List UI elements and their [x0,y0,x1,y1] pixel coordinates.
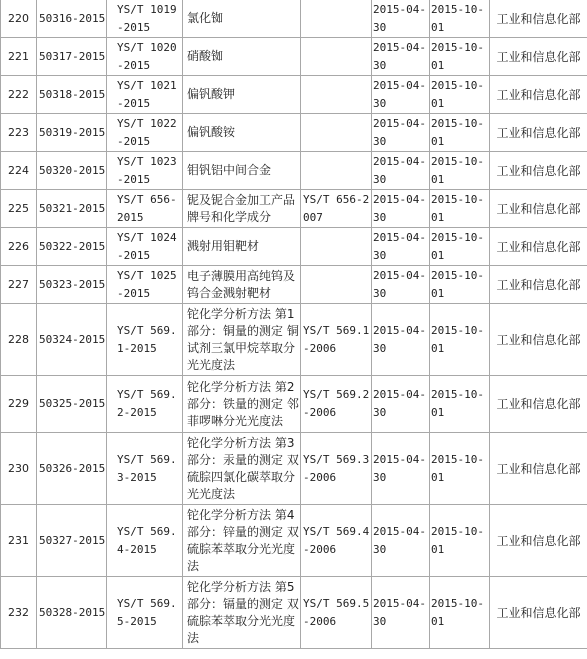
standard-name: 电子薄膜用高纯钨及钨合金溅射靶材 [183,266,301,304]
issue-date: 2015-04-30 [372,266,430,304]
table-row [1,577,587,649]
department: 工业和信息化部 [490,577,587,649]
implementation-date: 2015-10-01 [430,152,490,190]
row-number: 225 [1,190,37,228]
standard-name: 硝酸铷 [183,38,301,76]
standard-number: YS/T 1019-2015 [107,0,183,38]
replaced-standard: YS/T 569.5-2006 [301,577,372,649]
replaced-standard [301,152,372,190]
standard-name: 铊化学分析方法 第5部分：镉量的测定 双硫腙苯萃取分光光度法 [183,577,301,649]
row-number: 230 [1,433,37,505]
issue-date: 2015-04-30 [372,304,430,376]
department: 工业和信息化部 [490,228,587,266]
department: 工业和信息化部 [490,76,587,114]
plan-code: 50326-2015 [37,433,107,505]
implementation-date: 2015-10-01 [430,76,490,114]
table-row [1,152,587,190]
row-number: 231 [1,505,37,577]
department: 工业和信息化部 [490,433,587,505]
implementation-date: 2015-10-01 [430,266,490,304]
issue-date: 2015-04-30 [372,76,430,114]
row-number: 223 [1,114,37,152]
table-row [1,266,587,304]
issue-date: 2015-04-30 [372,577,430,649]
table-row [1,433,587,505]
standard-name: 偏钒酸铵 [183,114,301,152]
standard-name: 氯化铷 [183,0,301,38]
department: 工业和信息化部 [490,304,587,376]
row-number: 227 [1,266,37,304]
department: 工业和信息化部 [490,38,587,76]
table-row [1,114,587,152]
replaced-standard [301,38,372,76]
standard-number: YS/T 1023-2015 [107,152,183,190]
standard-name: 铊化学分析方法 第3部分：汞量的测定 双硫腙四氯化碳萃取分光光度法 [183,433,301,505]
row-number: 232 [1,577,37,649]
department: 工业和信息化部 [490,152,587,190]
issue-date: 2015-04-30 [372,0,430,38]
implementation-date: 2015-10-01 [430,114,490,152]
standard-number: YS/T 569.1-2015 [107,304,183,376]
replaced-standard: YS/T 569.1-2006 [301,304,372,376]
implementation-date: 2015-10-01 [430,38,490,76]
replaced-standard [301,76,372,114]
standard-number: YS/T 1022-2015 [107,114,183,152]
table-row [1,228,587,266]
replaced-standard [301,228,372,266]
issue-date: 2015-04-30 [372,505,430,577]
standard-number: YS/T 569.5-2015 [107,577,183,649]
standard-name: 铊化学分析方法 第2部分：铁量的测定 邻菲啰啉分光光度法 [183,376,301,433]
plan-code: 50320-2015 [37,152,107,190]
standard-number: YS/T 1021-2015 [107,76,183,114]
implementation-date: 2015-10-01 [430,228,490,266]
issue-date: 2015-04-30 [372,152,430,190]
plan-code: 50317-2015 [37,38,107,76]
standard-name: 钼钒铝中间合金 [183,152,301,190]
implementation-date: 2015-10-01 [430,304,490,376]
standard-number: YS/T 569.4-2015 [107,505,183,577]
standard-name: 铌及铌合金加工产品牌号和化学成分 [183,190,301,228]
replaced-standard: YS/T 656-2007 [301,190,372,228]
standard-name: 铊化学分析方法 第1部分：铜量的测定 铜试剂三氯甲烷萃取分光光度法 [183,304,301,376]
department: 工业和信息化部 [490,505,587,577]
plan-code: 50324-2015 [37,304,107,376]
standard-name: 偏钒酸钾 [183,76,301,114]
plan-code: 50316-2015 [37,0,107,38]
row-number: 224 [1,152,37,190]
implementation-date: 2015-10-01 [430,577,490,649]
department: 工业和信息化部 [490,0,587,38]
table-row [1,505,587,577]
department: 工业和信息化部 [490,266,587,304]
issue-date: 2015-04-30 [372,114,430,152]
table-row [1,38,587,76]
plan-code: 50322-2015 [37,228,107,266]
implementation-date: 2015-10-01 [430,433,490,505]
row-number: 229 [1,376,37,433]
row-number: 226 [1,228,37,266]
table-row [1,0,587,38]
implementation-date: 2015-10-01 [430,0,490,38]
replaced-standard [301,0,372,38]
plan-code: 50325-2015 [37,376,107,433]
implementation-date: 2015-10-01 [430,190,490,228]
standard-number: YS/T 1024-2015 [107,228,183,266]
row-number: 222 [1,76,37,114]
replaced-standard: YS/T 569.3-2006 [301,433,372,505]
plan-code: 50327-2015 [37,505,107,577]
issue-date: 2015-04-30 [372,190,430,228]
issue-date: 2015-04-30 [372,38,430,76]
standard-name: 溅射用钼靶材 [183,228,301,266]
table-row [1,190,587,228]
issue-date: 2015-04-30 [372,228,430,266]
plan-code: 50328-2015 [37,577,107,649]
replaced-standard: YS/T 569.2-2006 [301,376,372,433]
issue-date: 2015-04-30 [372,433,430,505]
standard-number: YS/T 1020-2015 [107,38,183,76]
table-row [1,376,587,433]
department: 工业和信息化部 [490,376,587,433]
department: 工业和信息化部 [490,114,587,152]
standard-number: YS/T 569.2-2015 [107,376,183,433]
department: 工业和信息化部 [490,190,587,228]
standard-number: YS/T 569.3-2015 [107,433,183,505]
plan-code: 50319-2015 [37,114,107,152]
table-row [1,76,587,114]
implementation-date: 2015-10-01 [430,505,490,577]
row-number: 228 [1,304,37,376]
issue-date: 2015-04-30 [372,376,430,433]
standard-number: YS/T 656-2015 [107,190,183,228]
implementation-date: 2015-10-01 [430,376,490,433]
standard-name: 铊化学分析方法 第4部分：锌量的测定 双硫腙苯萃取分光光度法 [183,505,301,577]
plan-code: 50321-2015 [37,190,107,228]
replaced-standard: YS/T 569.4-2006 [301,505,372,577]
replaced-standard [301,266,372,304]
standard-number: YS/T 1025-2015 [107,266,183,304]
plan-code: 50318-2015 [37,76,107,114]
plan-code: 50323-2015 [37,266,107,304]
table-row [1,304,587,376]
row-number: 220 [1,0,37,38]
row-number: 221 [1,38,37,76]
replaced-standard [301,114,372,152]
